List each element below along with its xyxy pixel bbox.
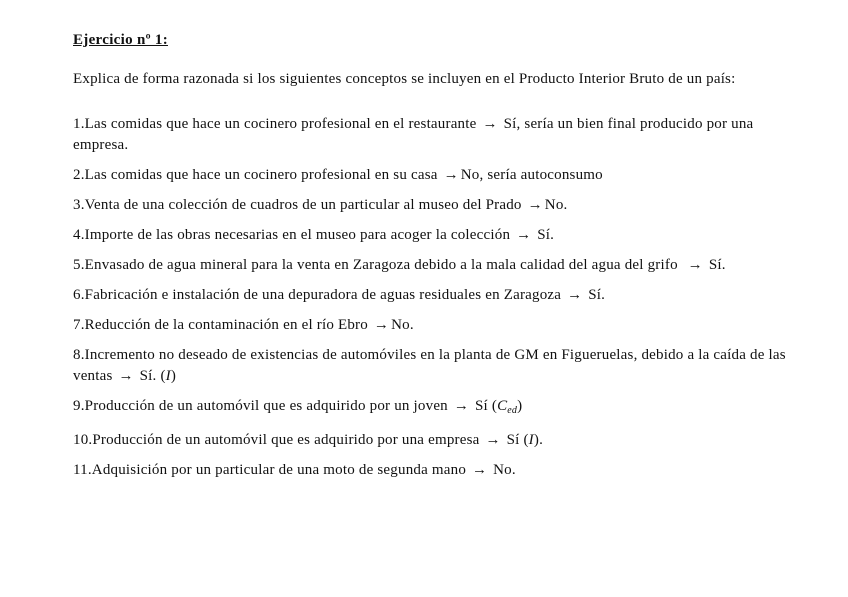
item-answer: No.: [391, 317, 414, 333]
item-text: Incremento no deseado de existencias de automóviles en la planta de GM en Figueruelas, debido a la caída de las ventas: [73, 347, 786, 384]
item-answer: Sí: [506, 432, 520, 448]
arrow-icon: →: [687, 257, 703, 273]
item-answer: No.: [493, 462, 516, 478]
arrow-icon: →: [471, 462, 488, 478]
item-answer: Sí.: [139, 368, 157, 384]
item-number: 3.: [73, 197, 85, 213]
item-text: Las comidas que hace un cocinero profesional en el restaurante: [84, 116, 477, 132]
item-answer: Sí, sería un bien final producido por una empresa.: [73, 116, 754, 153]
item-answer: No, sería autoconsumo: [460, 167, 603, 183]
list-item: [73, 345, 808, 387]
note-close: ): [170, 368, 177, 384]
item-note: [160, 368, 176, 384]
arrow-icon: →: [373, 317, 390, 333]
note-open: (: [160, 368, 166, 384]
item-number: 8.: [73, 347, 85, 363]
list-item: [73, 396, 808, 421]
item-number: 6.: [73, 287, 85, 303]
arrow-icon: →: [118, 368, 134, 384]
item-text: Reducción de la contaminación en el río Ebro: [84, 317, 368, 333]
exercise-intro: Explica de forma razonada si los siguientes conceptos se incluyen en el Producto Interior Bruto de un país:: [73, 71, 736, 87]
item-text: Venta de una colección de cuadros de un particular al museo del Prado: [84, 197, 522, 213]
list-item: [73, 225, 808, 246]
exercise-title: Ejercicio nº 1:: [73, 32, 168, 48]
item-number: 4.: [73, 227, 85, 243]
item-answer: Sí.: [588, 287, 606, 303]
list-item: [73, 460, 808, 481]
arrow-icon: →: [485, 432, 501, 448]
document-page: [73, 30, 808, 490]
note-variable: I: [165, 368, 171, 384]
item-text: Envasado de agua mineral para la venta en Zaragoza debido a la mala calidad del agua del grifo: [84, 257, 678, 273]
note-open: (: [491, 398, 498, 414]
item-text: Adquisición por un particular de una moto de segunda mano: [91, 462, 467, 478]
item-number: 10.: [73, 432, 93, 448]
item-note: [492, 398, 522, 414]
list-item: [73, 195, 808, 216]
list-item: [73, 315, 808, 336]
item-answer: Sí.: [708, 257, 726, 273]
note-open: (: [523, 432, 529, 448]
arrow-icon: →: [567, 287, 583, 303]
item-number: 7.: [73, 317, 85, 333]
item-number: 2.: [73, 167, 85, 183]
note-close: ): [517, 398, 523, 414]
arrow-icon: →: [527, 197, 543, 213]
list-item: [73, 430, 808, 451]
item-text: Fabricación e instalación de una depuradora de aguas residuales en Zaragoza: [84, 287, 562, 303]
item-number: 11.: [73, 462, 92, 478]
arrow-icon: →: [443, 167, 459, 183]
list-item: [73, 165, 808, 186]
arrow-icon: →: [482, 116, 498, 132]
item-number: 1.: [73, 116, 85, 132]
item-number: 5.: [73, 257, 85, 273]
note-variable: I: [528, 432, 534, 448]
item-number: 9.: [73, 398, 85, 414]
item-answer: Sí.: [537, 227, 555, 243]
item-text: Producción de un automóvil que es adquirido por una empresa: [92, 432, 480, 448]
note-close: ).: [533, 432, 544, 448]
item-text: Producción de un automóvil que es adquirido por un joven: [84, 398, 448, 414]
list-item: [73, 114, 808, 156]
item-answer: Sí: [474, 398, 488, 414]
question-list: [73, 114, 808, 481]
note-subscript: ed: [507, 405, 518, 416]
item-text: Las comidas que hace un cocinero profesional en su casa: [84, 167, 438, 183]
list-item: [73, 285, 808, 306]
arrow-icon: →: [453, 398, 470, 414]
item-answer: No.: [544, 197, 568, 213]
arrow-icon: →: [516, 227, 532, 243]
list-item: [73, 255, 808, 276]
note-variable: C: [497, 398, 508, 414]
item-note: [523, 432, 543, 448]
item-text: Importe de las obras necesarias en el museo para acoger la colección: [84, 227, 511, 243]
